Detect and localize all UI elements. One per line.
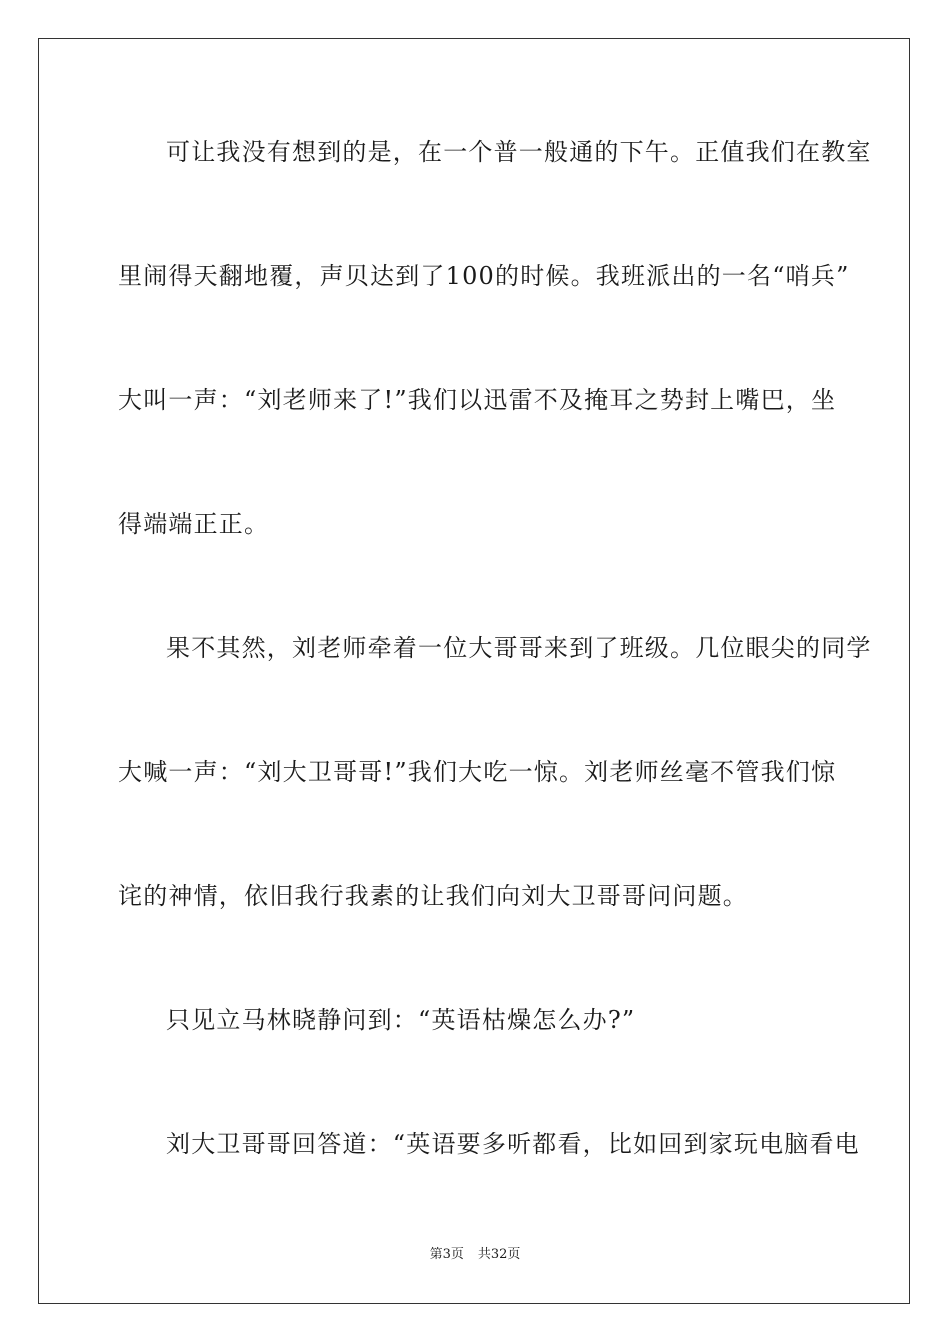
total-pages: 共32页 <box>477 1247 521 1262</box>
paragraph-4-line-1: 刘大卫哥哥回答道：“英语要多听都看，比如回到家玩电脑看电 <box>166 1130 860 1158</box>
paragraph-2-line-3: 诧的神情，依旧我行我素的让我们向刘大卫哥哥问问题。 <box>118 882 748 910</box>
paragraph-1-line-1: 可让我没有想到的是，在一个普一般通的下午。正值我们在教室 <box>166 138 872 166</box>
paragraph-1-line-4: 得端端正正。 <box>118 510 270 538</box>
paragraph-1-line-2: 里闹得天翻地覆，声贝达到了100的时候。我班派出的一名“哨兵” <box>118 262 850 290</box>
page-footer <box>0 1246 950 1264</box>
paragraph-2-line-2: 大喊一声：“刘大卫哥哥!”我们大吃一惊。刘老师丝毫不管我们惊 <box>118 758 837 786</box>
paragraph-2-line-1: 果不其然，刘老师牵着一位大哥哥来到了班级。几位眼尖的同学 <box>166 634 872 662</box>
paragraph-3-line-1: 只见立马林晓静问到：“英语枯燥怎么办?” <box>166 1006 636 1034</box>
page-number: 第3页 <box>429 1247 464 1262</box>
page-border <box>38 38 910 1304</box>
paragraph-1-line-3: 大叫一声：“刘老师来了!”我们以迅雷不及掩耳之势封上嘴巴，坐 <box>118 386 837 414</box>
